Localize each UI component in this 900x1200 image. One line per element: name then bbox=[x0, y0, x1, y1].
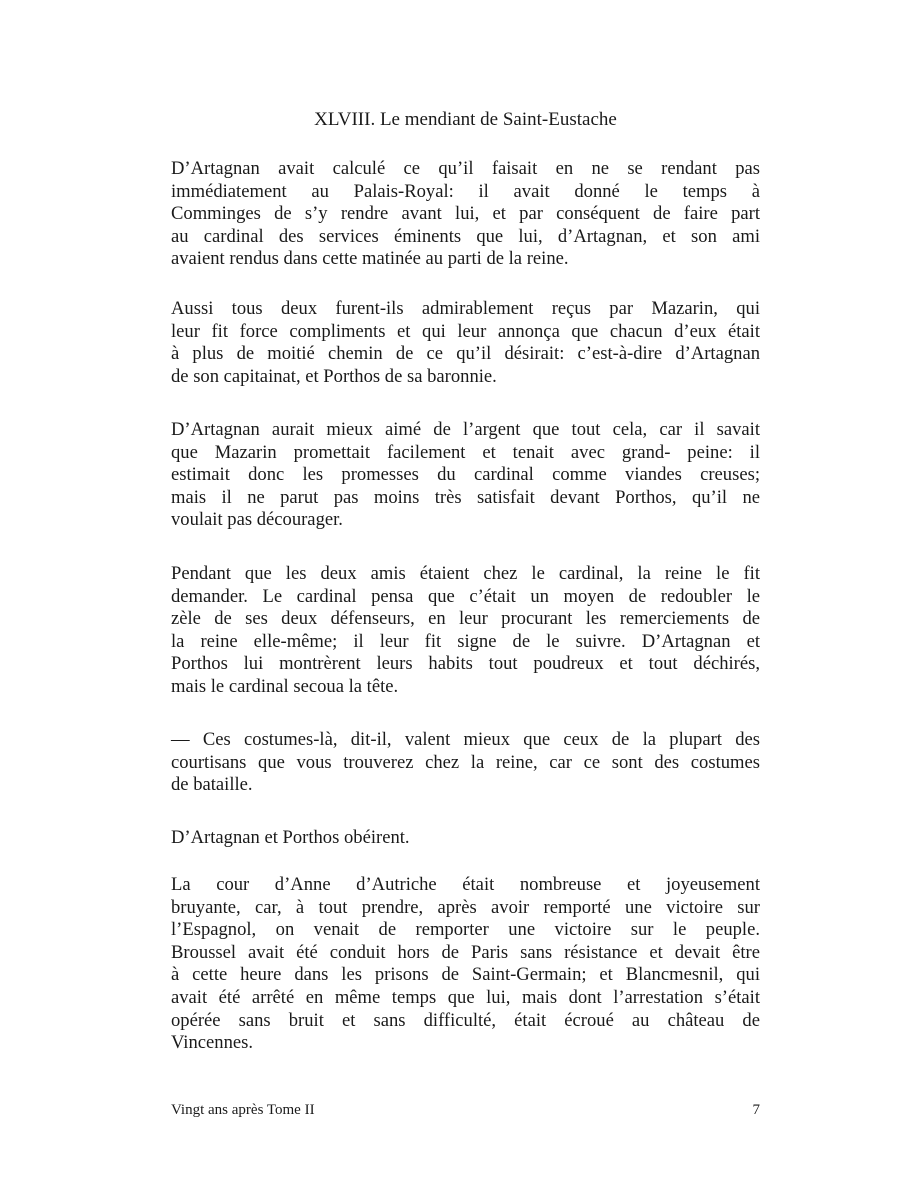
text-line: leur fit force compliments et qui leur annonça que chacun d’eux était bbox=[171, 320, 760, 342]
text-line: au cardinal des services éminents que lui, d’Artagnan, et son ami bbox=[171, 225, 760, 247]
text-line: D’Artagnan avait calculé ce qu’il faisait en ne se rendant pas bbox=[171, 158, 760, 179]
text-line: Broussel avait été conduit hors de Paris sans résistance et devait être bbox=[171, 941, 760, 963]
text-line: demander. Le cardinal pensa que c’était un moyen de redoubler le bbox=[171, 585, 760, 607]
text-line: opérée sans bruit et sans difficulté, était écroué au château de bbox=[171, 1009, 760, 1031]
text-line: Pendant que les deux amis étaient chez le cardinal, la reine le fit bbox=[171, 563, 760, 584]
text-line: avaient rendus dans cette matinée au parti de la reine. bbox=[171, 248, 569, 270]
paragraph-6 bbox=[171, 827, 760, 850]
paragraph-4 bbox=[171, 563, 760, 699]
text-line: Porthos lui montrèrent leurs habits tout poudreux et tout déchirés, bbox=[171, 653, 760, 675]
footer-book-title: Vingt ans après Tome II bbox=[171, 1102, 315, 1118]
text-line: D’Artagnan aurait mieux aimé de l’argent que tout cela, car il savait bbox=[171, 419, 760, 440]
text-line: zèle de ses deux défenseurs, en leur procurant les remerciements de bbox=[171, 608, 760, 630]
paragraph-2 bbox=[171, 298, 760, 388]
text-line: estimait donc les promesses du cardinal comme viandes creuses; bbox=[171, 464, 760, 486]
footer-page-number: 7 bbox=[752, 1102, 760, 1118]
text-line: à cette heure dans les prisons de Saint-Germain; et Blancmesnil, qui bbox=[171, 964, 760, 986]
paragraph-1 bbox=[171, 158, 760, 271]
text-line: Comminges de s’y rendre avant lui, et par conséquent de faire part bbox=[171, 203, 760, 225]
text-line: bruyante, car, à tout prendre, après avoir remporté une victoire sur bbox=[171, 896, 760, 918]
text-line: mais il ne parut pas moins très satisfait devant Porthos, qu’il ne bbox=[171, 486, 760, 508]
text-line: avait été arrêté en même temps que lui, mais dont l’arrestation s’était bbox=[171, 986, 760, 1008]
text-line: de son capitainat, et Porthos de sa baronnie. bbox=[171, 365, 497, 387]
paragraph-5 bbox=[171, 729, 760, 797]
text-line: — Ces costumes-là, dit-il, valent mieux que ceux de la plupart des bbox=[171, 729, 760, 750]
text-line: immédiatement au Palais-Royal: il avait donné le temps à bbox=[171, 180, 760, 202]
paragraph-3 bbox=[171, 419, 760, 532]
chapter-title: XLVIII. Le mendiant de Saint-Eustache bbox=[314, 109, 617, 130]
text-line: D’Artagnan et Porthos obéirent. bbox=[171, 827, 410, 848]
text-line: La cour d’Anne d’Autriche était nombreuse et joyeusement bbox=[171, 874, 760, 895]
paragraph-7 bbox=[171, 874, 760, 1055]
text-line: à plus de moitié chemin de ce qu’il désirait: c’est-à-dire d’Artagnan bbox=[171, 343, 760, 365]
text-line: courtisans que vous trouverez chez la reine, car ce sont des costumes bbox=[171, 751, 760, 773]
text-line: mais le cardinal secoua la tête. bbox=[171, 675, 399, 697]
text-line: de bataille. bbox=[171, 774, 253, 796]
text-line: Aussi tous deux furent-ils admirablement reçus par Mazarin, qui bbox=[171, 298, 760, 319]
text-line: que Mazarin promettait facilement et tenait avec grand- peine: il bbox=[171, 441, 760, 463]
text-line: la reine elle-même; il leur fit signe de le suivre. D’Artagnan et bbox=[171, 630, 760, 652]
text-line: voulait pas décourager. bbox=[171, 509, 343, 531]
text-line: l’Espagnol, on venait de remporter une victoire sur le peuple. bbox=[171, 919, 760, 941]
text-line: Vincennes. bbox=[171, 1032, 254, 1054]
